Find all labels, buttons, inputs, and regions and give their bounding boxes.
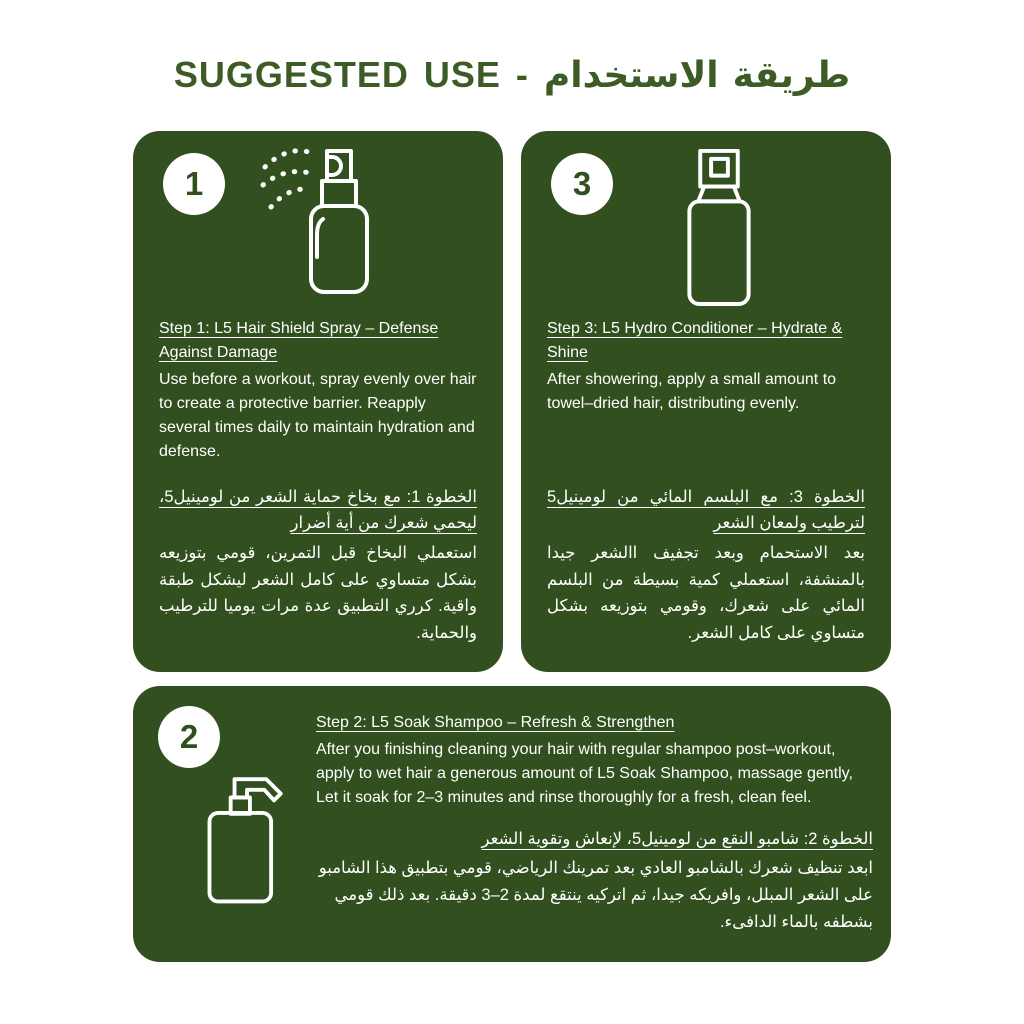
step3-number-badge: 3: [551, 153, 613, 215]
step2-card: [133, 686, 891, 962]
step2-text-column: [316, 708, 873, 944]
step1-number-badge: 1: [163, 153, 225, 215]
step1-heading-en: Step 1: L5 Hair Shield Spray – Defense Against Damage: [159, 320, 439, 361]
spray-bottle-icon: [255, 145, 393, 295]
step3-heading-ar: الخطوة 3: مع البلسم المائي من لومينيل5 لترطيب ولمعان الشعر: [547, 488, 865, 533]
top-cards-row: [133, 131, 891, 672]
step3-card: [521, 131, 891, 672]
step1-card-header: [159, 131, 477, 315]
step1-body-ar: استعملي البخاخ قبل التمرين، قومي بتوزيعه بشكل متساوي على كامل الشعر ليشكل طبقة واقية. كرري التطبيق عدة مرات يوميا للترطيب والحماية.: [159, 543, 477, 642]
step2-heading-ar: الخطوة 2: شامبو النقع من لومينيل5، لإنعاش وتقوية الشعر: [481, 830, 873, 848]
step1-heading-ar: الخطوة 1: مع بخاخ حماية الشعر من لومينيل5، ليحمي شعرك من أية أضرار: [159, 488, 477, 533]
step3-arabic-block: [547, 484, 865, 647]
step2-english-block: [316, 711, 873, 810]
step3-body-ar: بعد الاستحمام وبعد تجفيف االشعر جيدا بالمنشفة، استعملي كمية بسيطة من البلسم المائي على شعرك، وقومي بتوزيعه بشكل متساوي على كامل الشعر.: [547, 543, 865, 642]
step3-english-block: [547, 317, 865, 416]
step2-number-badge: 2: [158, 706, 220, 768]
steps-layout: [133, 131, 891, 962]
step2-card-header: [158, 708, 316, 944]
conditioner-bottle-icon: [673, 147, 765, 307]
step3-body-en: After showering, apply a small amount to towel–dried hair, distributing evenly.: [547, 371, 837, 412]
step1-english-block: [159, 317, 477, 464]
step1-body-en: Use before a workout, spray evenly over hair to create a protective barrier. Reapply several times daily to maintain hydration and defense.: [159, 371, 477, 460]
step1-arabic-block: [159, 484, 477, 647]
step2-arabic-block: [316, 826, 873, 936]
step2-body-en: After you finishing cleaning your hair with regular shampoo post–workout, apply to wet hair a generous amount of L5 Soak Shampoo, massage gently, Let it soak for 2–3 minutes and rinse thoroughly for a fresh, clean feel.: [316, 741, 853, 806]
page-title: SUGGESTED USE - طريقة الاستخدام: [173, 54, 851, 95]
step1-card: [133, 131, 503, 672]
pump-bottle-icon: [196, 768, 300, 904]
step2-body-ar: ابعد تنظيف شعرك بالشامبو العادي بعد تمرينك الرياضي، قومي بتطبيق هذا الشامبو على الشعر المبلل، وافريكه جيدا، ثم اتركيه ينتقع لمدة 2–3 دقيقة. بعد ذلك قومي بشطفه بالماء الدافىء.: [318, 859, 873, 931]
step2-heading-en: Step 2: L5 Soak Shampoo – Refresh & Strengthen: [316, 714, 675, 731]
step3-card-header: [547, 131, 865, 315]
step3-heading-en: Step 3: L5 Hydro Conditioner – Hydrate & Shine: [547, 320, 843, 361]
